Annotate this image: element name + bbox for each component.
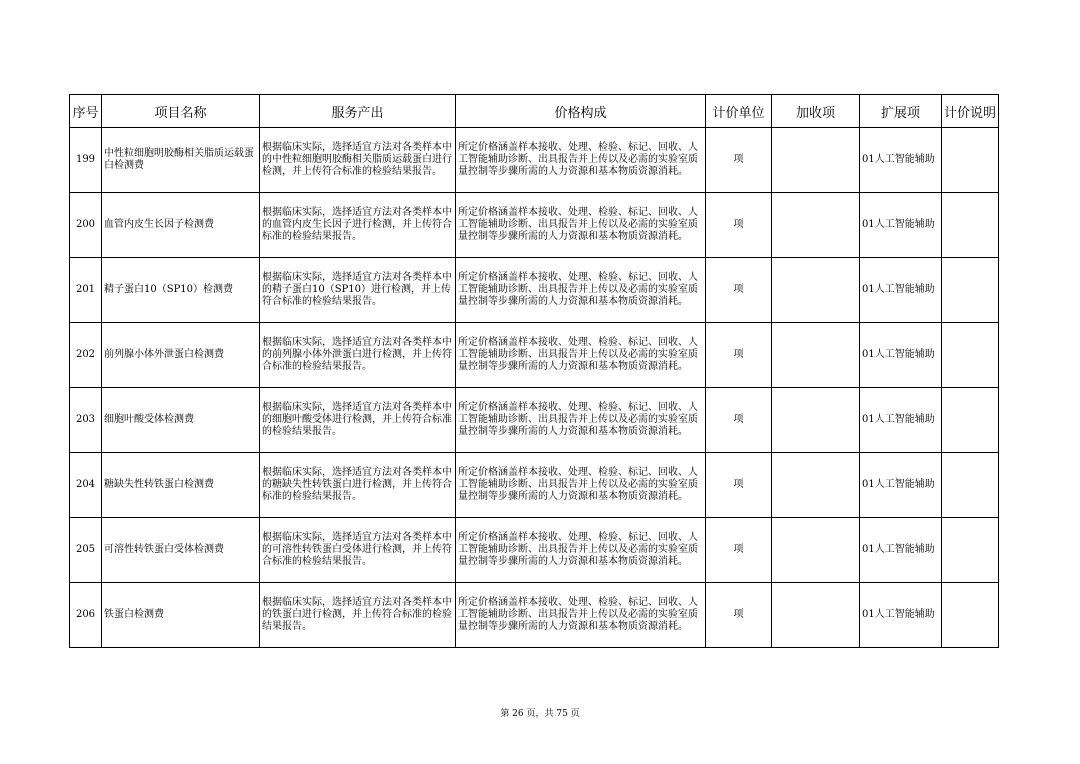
- cell-price: 所定价格涵盖样本接收、处理、检验、标记、回收、人工智能辅助诊断、出具报告并上传以及必需的实验室质量控制等步骤所需的人力资源和基本物质资源消耗。: [456, 518, 706, 583]
- page-number: 第 26 页，共 75 页: [500, 709, 580, 719]
- cell-price: 所定价格涵盖样本接收、处理、检验、标记、回收、人工智能辅助诊断、出具报告并上传以及必需的实验室质量控制等步骤所需的人力资源和基本物质资源消耗。: [456, 583, 706, 648]
- header-surcharge: 加收项: [772, 95, 860, 128]
- cell-note: [942, 388, 999, 453]
- cell-no: 199: [70, 128, 102, 193]
- cell-no: 203: [70, 388, 102, 453]
- cell-surcharge: [772, 258, 860, 323]
- cell-output: 根据临床实际，选择适宜方法对各类样本中的可溶性转铁蛋白受体进行检测，并上传符合标准的检验结果报告。: [260, 518, 456, 583]
- cell-output: 根据临床实际，选择适宜方法对各类样本中的糖缺失性转铁蛋白进行检测，并上传符合标准的检验结果报告。: [260, 453, 456, 518]
- cell-ext: 01人工智能辅助: [860, 128, 942, 193]
- cell-no: 206: [70, 583, 102, 648]
- cell-output: 根据临床实际，选择适宜方法对各类样本中的细胞叶酸受体进行检测，并上传符合标准的检验结果报告。: [260, 388, 456, 453]
- cell-note: [942, 323, 999, 388]
- cell-surcharge: [772, 323, 860, 388]
- header-name: 项目名称: [102, 95, 260, 128]
- cell-price: 所定价格涵盖样本接收、处理、检验、标记、回收、人工智能辅助诊断、出具报告并上传以及必需的实验室质量控制等步骤所需的人力资源和基本物质资源消耗。: [456, 453, 706, 518]
- table-row: [70, 128, 999, 193]
- cell-output: 根据临床实际，选择适宜方法对各类样本中的精子蛋白10（SP10）进行检测，并上传符合标准的检验结果报告。: [260, 258, 456, 323]
- table-row: [70, 453, 999, 518]
- cell-unit: 项: [706, 388, 772, 453]
- cell-unit: 项: [706, 518, 772, 583]
- cell-price: 所定价格涵盖样本接收、处理、检验、标记、回收、人工智能辅助诊断、出具报告并上传以及必需的实验室质量控制等步骤所需的人力资源和基本物质资源消耗。: [456, 388, 706, 453]
- cell-surcharge: [772, 388, 860, 453]
- cell-name: 可溶性转铁蛋白受体检测费: [102, 518, 260, 583]
- cell-surcharge: [772, 453, 860, 518]
- cell-name: 铁蛋白检测费: [102, 583, 260, 648]
- header-output: 服务产出: [260, 95, 456, 128]
- cell-surcharge: [772, 518, 860, 583]
- cell-name: 细胞叶酸受体检测费: [102, 388, 260, 453]
- cell-no: 200: [70, 193, 102, 258]
- cell-no: 205: [70, 518, 102, 583]
- cell-unit: 项: [706, 258, 772, 323]
- cell-price: 所定价格涵盖样本接收、处理、检验、标记、回收、人工智能辅助诊断、出具报告并上传以及必需的实验室质量控制等步骤所需的人力资源和基本物质资源消耗。: [456, 128, 706, 193]
- cell-unit: 项: [706, 323, 772, 388]
- table-row: [70, 258, 999, 323]
- cell-note: [942, 583, 999, 648]
- cell-output: 根据临床实际，选择适宜方法对各类样本中的中性粒细胞明胶酶相关脂质运载蛋白进行检测，并上传符合标准的检验结果报告。: [260, 128, 456, 193]
- cell-surcharge: [772, 193, 860, 258]
- pricing-table: [69, 94, 999, 648]
- header-price: 价格构成: [456, 95, 706, 128]
- table-row: [70, 323, 999, 388]
- cell-ext: 01人工智能辅助: [860, 388, 942, 453]
- cell-name: 中性粒细胞明胶酶相关脂质运载蛋白检测费: [102, 128, 260, 193]
- cell-ext: 01人工智能辅助: [860, 518, 942, 583]
- table-row: [70, 193, 999, 258]
- cell-name: 糖缺失性转铁蛋白检测费: [102, 453, 260, 518]
- table-header-row: [70, 95, 999, 128]
- cell-name: 血管内皮生长因子检测费: [102, 193, 260, 258]
- cell-price: 所定价格涵盖样本接收、处理、检验、标记、回收、人工智能辅助诊断、出具报告并上传以及必需的实验室质量控制等步骤所需的人力资源和基本物质资源消耗。: [456, 323, 706, 388]
- cell-note: [942, 453, 999, 518]
- cell-note: [942, 193, 999, 258]
- cell-note: [942, 518, 999, 583]
- cell-name: 前列腺小体外泄蛋白检测费: [102, 323, 260, 388]
- cell-no: 202: [70, 323, 102, 388]
- cell-price: 所定价格涵盖样本接收、处理、检验、标记、回收、人工智能辅助诊断、出具报告并上传以及必需的实验室质量控制等步骤所需的人力资源和基本物质资源消耗。: [456, 193, 706, 258]
- table-row: [70, 518, 999, 583]
- cell-unit: 项: [706, 583, 772, 648]
- header-ext: 扩展项: [860, 95, 942, 128]
- header-no: 序号: [70, 95, 102, 128]
- cell-ext: 01人工智能辅助: [860, 453, 942, 518]
- cell-output: 根据临床实际，选择适宜方法对各类样本中的前列腺小体外泄蛋白进行检测，并上传符合标准的检验结果报告。: [260, 323, 456, 388]
- cell-ext: 01人工智能辅助: [860, 258, 942, 323]
- cell-no: 204: [70, 453, 102, 518]
- table-row: [70, 583, 999, 648]
- header-note: 计价说明: [942, 95, 999, 128]
- cell-output: 根据临床实际，选择适宜方法对各类样本中的血管内皮生长因子进行检测，并上传符合标准的检验结果报告。: [260, 193, 456, 258]
- cell-price: 所定价格涵盖样本接收、处理、检验、标记、回收、人工智能辅助诊断、出具报告并上传以及必需的实验室质量控制等步骤所需的人力资源和基本物质资源消耗。: [456, 258, 706, 323]
- table-row: [70, 388, 999, 453]
- cell-no: 201: [70, 258, 102, 323]
- cell-unit: 项: [706, 128, 772, 193]
- cell-output: 根据临床实际，选择适宜方法对各类样本中的铁蛋白进行检测，并上传符合标准的检验结果报告。: [260, 583, 456, 648]
- cell-note: [942, 128, 999, 193]
- cell-ext: 01人工智能辅助: [860, 323, 942, 388]
- cell-surcharge: [772, 583, 860, 648]
- cell-ext: 01人工智能辅助: [860, 583, 942, 648]
- cell-unit: 项: [706, 453, 772, 518]
- cell-note: [942, 258, 999, 323]
- cell-ext: 01人工智能辅助: [860, 193, 942, 258]
- header-unit: 计价单位: [706, 95, 772, 128]
- cell-name: 精子蛋白10（SP10）检测费: [102, 258, 260, 323]
- cell-surcharge: [772, 128, 860, 193]
- cell-unit: 项: [706, 193, 772, 258]
